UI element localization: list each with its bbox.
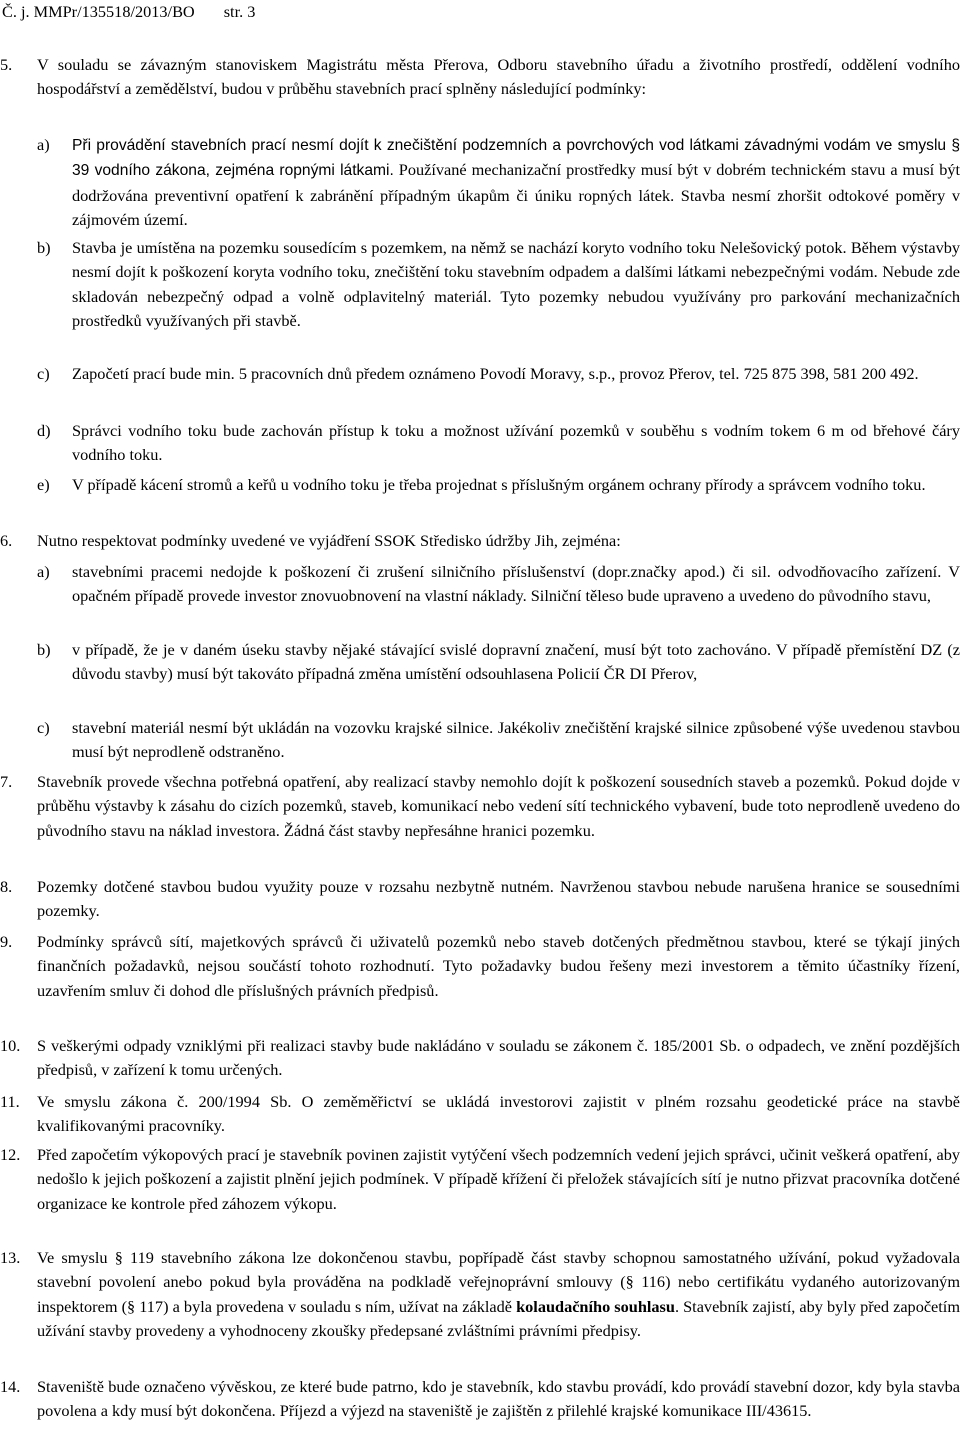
condition-item-9 bbox=[0, 930, 960, 1003]
sub-item-label: d) bbox=[37, 421, 51, 440]
item-text-pre: Ve smyslu § 119 stavebního zákona lze dokončenou stavbu, popřípadě část stavby schopnou samostatného užívání, pokud vyžadovala stavební povolení anebo pokud byla prováděna na podkladě veřejnoprávní smlouvy (§ 116) nebo certifikátu vydaného autorizovaným inspektorem (§ 117) a byla provedena v souladu s ním, užívat na základě bbox=[37, 1248, 960, 1316]
sub-item-label: b) bbox=[37, 640, 51, 659]
item-number: 8. bbox=[0, 877, 13, 896]
condition-item-5 bbox=[0, 53, 960, 102]
item-number: 12. bbox=[0, 1145, 21, 1164]
item-number: 5. bbox=[0, 55, 13, 74]
sub-item-text: v případě, že je v daném úseku stavby nějaké stávající svislé dopravní značení, musí být toto zachováno. V případě přemístění DZ (z důvodu stavby) musí být takováto případná změna umístění odsouhlasena Policií ČR DI Přerov, bbox=[72, 640, 960, 684]
item-text: S veškerými odpady vzniklými při realizaci stavby bude nakládáno v souladu se zákonem č. 185/2001 Sb. o odpadech, ve znění pozdějších předpisů, v zařízení k tomu určených. bbox=[37, 1036, 960, 1080]
sub-item-text: Započetí prací bude min. 5 pracovních dnů předem oznámeno Povodí Moravy, s.p., provoz Přerov, tel. 725 875 398, 581 200 492. bbox=[72, 364, 919, 383]
item-text: Před započetím výkopových prací je stavebník povinen zajistit vytýčení všech podzemních vedení jejich správci, učinit veškerá opatření, aby nedošlo k jejich poškození a zajistit plnění jejich podmínek. V případě křížení či přeložek stávajících sítí je nutno přizvat pracovníka dotčené organizace ke kontrole před záhozem výkopu. bbox=[37, 1145, 960, 1213]
item-text: Podmínky správců sítí, majetkových správců či uživatelů pozemků nebo staveb dotčených předmětnou stavbou, které se týkají jiných finančních požadavků, nejsou součástí tohoto rozhodnutí. Tyto požadavky budou řešeny mezi investorem a těmito účastníky řízení, uzavřením smluv či dohod dle příslušných právních předpisů. bbox=[37, 932, 960, 1000]
item-text: Ve smyslu zákona č. 200/1994 Sb. O zeměměřictví se ukládá investorovi zajistit v plném rozsahu geodetické práce na stavbě kvalifikovanými pracovníky. bbox=[37, 1092, 960, 1136]
sub-item-text-rest: Používané mechanizační prostředky musí být v dobrém technickém stavu a musí být dodržována preventivní opatření k zabránění případným úkapům či úniku ropných látek. Stavba nesmí zhoršit odtokové poměry v zájmovém území. bbox=[72, 160, 960, 230]
sub-item-label: a) bbox=[37, 135, 50, 154]
item-text: V souladu se závazným stanoviskem Magistrátu města Přerova, Odboru stavebního úřadu a životního prostředí, oddělení vodního hospodářství a zemědělství, budou v průběhu stavebních prací splněny následující podmínky: bbox=[37, 55, 960, 99]
condition-item-12 bbox=[0, 1143, 960, 1216]
condition-item-11 bbox=[0, 1090, 960, 1139]
condition-item-6 bbox=[0, 529, 960, 553]
item-number: 13. bbox=[0, 1248, 21, 1267]
item-text: Stavebník provede všechna potřebná opatření, aby realizací stavby nemohlo dojít k poškození sousedních staveb a pozemků. Pokud dojde v průběhu výstavby k zásahu do cizích pozemků, staveb, komunikací nebo vedení sítí technického vybavení, bude toto neprodleně uvedeno do původního stavu na náklad investora. Žádná část stavby nepřesáhne hranici pozemku. bbox=[37, 772, 960, 840]
item-text: Nutno respektovat podmínky uvedené ve vyjádření SSOK Středisko údržby Jih, zejména: bbox=[37, 531, 621, 550]
condition-item-8 bbox=[0, 875, 960, 924]
sub-item-label: b) bbox=[37, 238, 51, 257]
sub-item-label: c) bbox=[37, 364, 50, 383]
sub-item-5d bbox=[0, 419, 960, 468]
sub-item-5c bbox=[0, 362, 960, 386]
sub-item-text bbox=[72, 133, 960, 233]
sub-item-5b bbox=[0, 236, 960, 334]
item-text: Pozemky dotčené stavbou budou využity pouze v rozsahu nezbytně nutném. Navrženou stavbou nebude narušena hranice se sousedními pozemky. bbox=[37, 877, 960, 921]
sub-item-5e bbox=[0, 473, 960, 497]
item-number: 14. bbox=[0, 1377, 21, 1396]
item-number: 9. bbox=[0, 932, 13, 951]
sub-item-text: Stavba je umístěna na pozemku sousedícím s pozemkem, na němž se nachází koryto vodního toku Nelešovický potok. Během výstavby nesmí dojít k poškození koryta vodního toku, znečištění toku stavebním odpadem a dalšími látkami nebezpečnými vodám. Nebude zde skladován nebezpečný odpad a volně odplavitelný materiál. Tyto pozemky nebudou využívány pro parkování mechanizačních prostředků využívaných při stavbě. bbox=[72, 238, 960, 331]
sub-item-6a bbox=[0, 560, 960, 609]
sub-item-label: e) bbox=[37, 475, 50, 494]
item-number: 11. bbox=[0, 1092, 20, 1111]
item-text-post: . Stavebník zajistí, aby byly před započetím užívání stavby provedeny a vyhodnoceny zkoušky předepsané zvláštními právními předpisy. bbox=[37, 1296, 960, 1341]
sub-item-6b bbox=[0, 638, 960, 687]
item-text bbox=[37, 1246, 960, 1344]
sub-item-text-sans: Při provádění stavebních prací nesmí dojít k znečištění podzemních a povrchových vod látkami závadnými vodám ve smyslu § 39 vodního zákona, zejména ropnými látkami. bbox=[72, 137, 960, 180]
sub-item-label: a) bbox=[37, 562, 50, 581]
sub-item-text: stavebními pracemi nedojde k poškození či zrušení silničního příslušenství (dopr.značky apod.) či sil. odvodňovacího zařízení. V opačném případě provede investor znovuobnovení na vlastní náklady. Silniční těleso bude upraveno a uvedeno do původního stavu, bbox=[72, 562, 960, 606]
condition-item-13 bbox=[0, 1246, 960, 1344]
condition-item-10 bbox=[0, 1034, 960, 1083]
item-text: Staveniště bude označeno vývěskou, ze které bude patrno, kdo je stavebník, kdo stavbu provádí, kdo provádí stavební dozor, kdy byla stavba povolena a kdy musí být dokončena. Příjezd a výjezd na staveniště je zajištěn z přilehlé krajské komunikace III/43615. bbox=[37, 1377, 960, 1421]
page-header bbox=[2, 0, 255, 24]
sub-item-text: Správci vodního toku bude zachován přístup k toku a možnost užívání pozemků v souběhu s vodním tokem 6 m od břehové čáry vodního toku. bbox=[72, 421, 960, 465]
reference-number: Č. j. MMPr/135518/2013/BO bbox=[2, 2, 195, 21]
sub-item-text: V případě kácení stromů a keřů u vodního toku je třeba projednat s příslušným orgánem ochrany přírody a správcem vodního toku. bbox=[72, 475, 926, 494]
sub-item-5a bbox=[0, 133, 960, 233]
sub-item-label: c) bbox=[37, 718, 50, 737]
item-number: 7. bbox=[0, 772, 13, 791]
page-number: str. 3 bbox=[223, 2, 256, 21]
condition-item-14 bbox=[0, 1375, 960, 1424]
item-text-bold: kolaudačního souhlasu bbox=[516, 1296, 675, 1316]
sub-item-6c bbox=[0, 716, 960, 765]
item-number: 10. bbox=[0, 1036, 21, 1055]
item-number: 6. bbox=[0, 531, 13, 550]
condition-item-7 bbox=[0, 770, 960, 843]
sub-item-text: stavební materiál nesmí být ukládán na vozovku krajské silnice. Jakékoliv znečištění krajské silnice způsobené výše uvedenou stavbou musí být neprodleně odstraněno. bbox=[72, 718, 960, 762]
